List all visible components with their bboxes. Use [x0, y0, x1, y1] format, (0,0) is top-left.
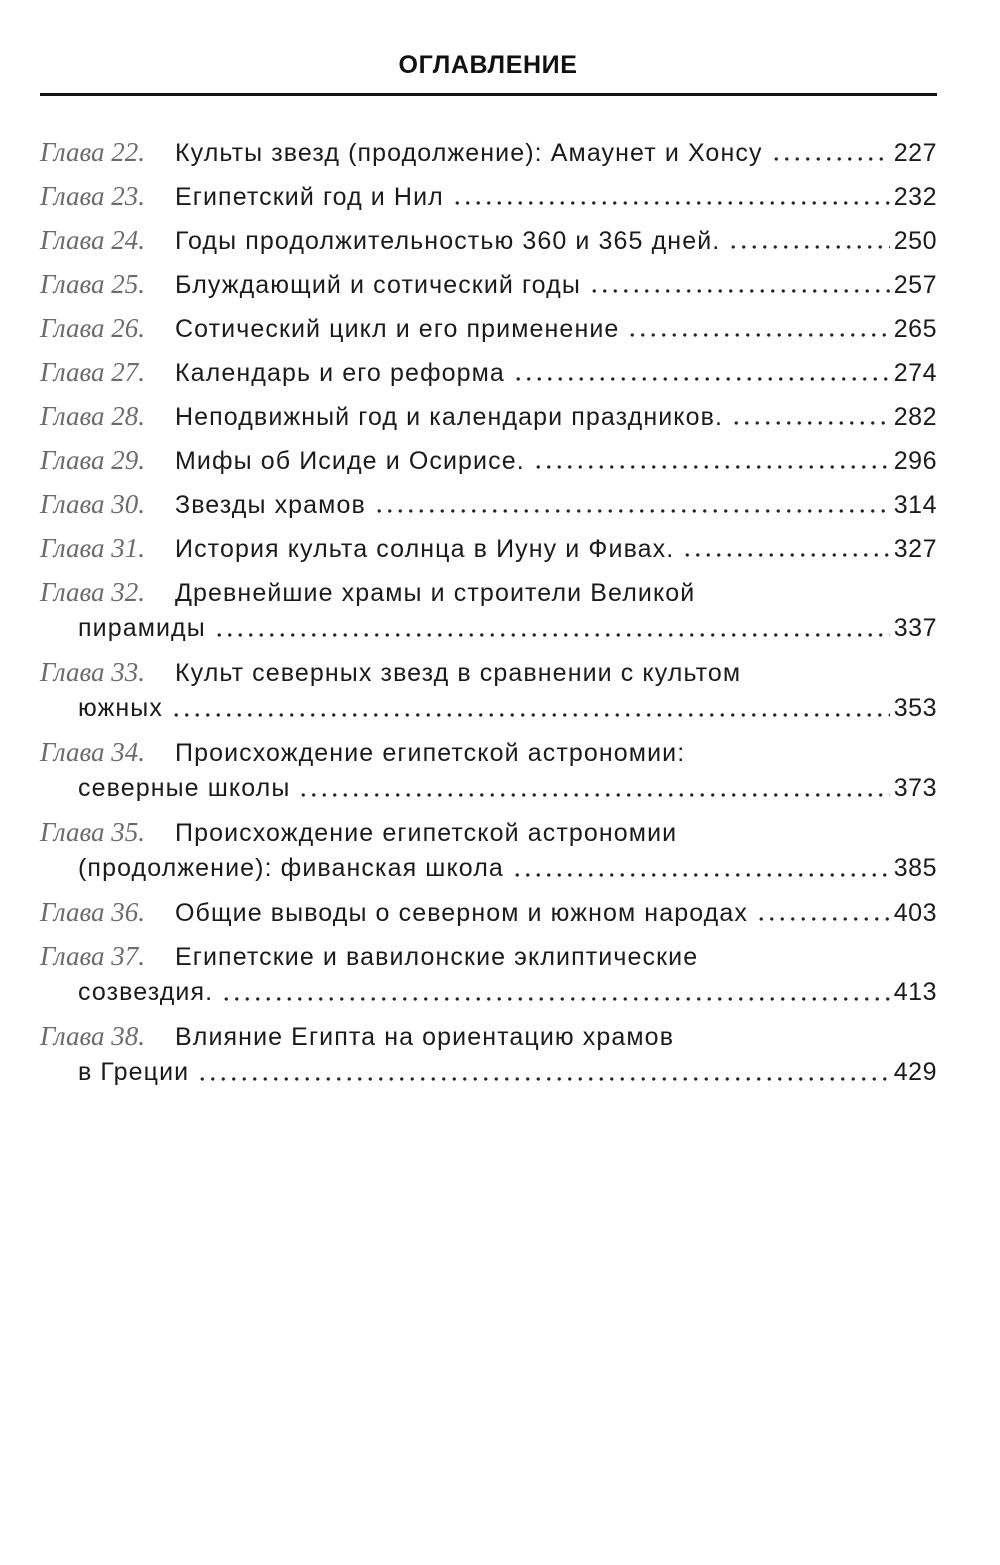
leader-dots: [756, 894, 890, 930]
chapter-title: Влияние Египта на ориентацию храмов: [175, 1023, 675, 1051]
toc-line: [40, 530, 937, 566]
leader-dots: [197, 1054, 890, 1090]
header-rule: [40, 93, 937, 96]
toc-line-continuation: [40, 610, 937, 646]
toc-line: [40, 814, 937, 850]
toc-entry: [40, 1018, 937, 1090]
toc-entry: [40, 814, 937, 886]
toc-line: [40, 310, 937, 346]
page-title: ОГЛАВЛЕНИЕ: [398, 51, 578, 79]
leader-dots: [374, 486, 890, 522]
chapter-label: Глава 29.: [40, 445, 146, 475]
toc-line: [40, 938, 937, 974]
toc-line: [40, 486, 937, 522]
chapter-label: Глава 38.: [40, 1021, 146, 1051]
page-number: 314: [893, 491, 937, 519]
chapter-title-continuation: (продолжение): фиванская школа: [78, 854, 504, 882]
chapter-title: Культ северных звезд в сравнении с культом: [175, 659, 742, 687]
toc-line: [40, 266, 937, 302]
page-number: 337: [893, 614, 937, 642]
chapter-label: Глава 35.: [40, 817, 146, 847]
leader-dots: [171, 690, 890, 726]
chapter-title: Происхождение египетской астрономии: [175, 819, 678, 847]
toc-line: [40, 222, 937, 258]
toc-entry: [40, 398, 937, 434]
chapter-title: Неподвижный год и календари праздников.: [175, 403, 724, 431]
chapter-title-continuation: пирамиды: [78, 614, 206, 642]
toc-entry: [40, 486, 937, 522]
leader-dots: [728, 222, 889, 258]
chapter-label: Глава 26.: [40, 313, 146, 343]
toc-line-continuation: [40, 974, 937, 1010]
toc-entry: [40, 530, 937, 566]
chapter-label: Глава 30.: [40, 489, 146, 519]
toc-entry: [40, 734, 937, 806]
page-number: 353: [893, 694, 937, 722]
page-number: 403: [893, 899, 937, 927]
chapter-label: Глава 34.: [40, 737, 146, 767]
toc-entry: [40, 654, 937, 726]
chapter-title: Календарь и его реформа: [175, 359, 505, 387]
leader-dots: [298, 770, 889, 806]
chapter-label: Глава 36.: [40, 897, 146, 927]
chapter-title-continuation: южных: [78, 694, 163, 722]
toc-list: [40, 134, 937, 1098]
page-number: 413: [893, 978, 937, 1006]
leader-dots: [221, 974, 890, 1010]
chapter-label: Глава 31.: [40, 533, 146, 563]
page-number: 327: [893, 535, 937, 563]
chapter-label: Глава 32.: [40, 577, 146, 607]
toc-line: [40, 574, 937, 610]
page-number: 296: [893, 447, 937, 475]
page-number: 385: [893, 854, 937, 882]
leader-dots: [533, 442, 890, 478]
chapter-title: Годы продолжительностью 360 и 365 дней.: [175, 227, 721, 255]
chapter-title: Общие выводы о северном и южном народах: [175, 899, 748, 927]
chapter-title: Происхождение египетской астрономии:: [175, 739, 686, 767]
toc-entry: [40, 442, 937, 478]
leader-dots: [214, 610, 890, 646]
chapter-label: Глава 33.: [40, 657, 146, 687]
chapter-label: Глава 25.: [40, 269, 146, 299]
page-number: 282: [893, 403, 937, 431]
toc-line: [40, 442, 937, 478]
chapter-title: Египетские и вавилонские эклиптические: [175, 943, 699, 971]
toc-entry: [40, 310, 937, 346]
chapter-label: Глава 28.: [40, 401, 146, 431]
chapter-label: Глава 22.: [40, 137, 146, 167]
toc-line: [40, 654, 937, 690]
chapter-title-continuation: созвездия.: [78, 978, 214, 1006]
page-number: 373: [893, 774, 937, 802]
chapter-title-continuation: в Греции: [78, 1058, 190, 1086]
leader-dots: [513, 354, 890, 390]
leader-dots: [512, 850, 890, 886]
chapter-label: Глава 23.: [40, 181, 146, 211]
chapter-label: Глава 27.: [40, 357, 146, 387]
toc-line: [40, 734, 937, 770]
toc-line-continuation: [40, 1054, 937, 1090]
leader-dots: [682, 530, 889, 566]
toc-entry: [40, 266, 937, 302]
chapter-title: Мифы об Исиде и Осирисе.: [175, 447, 525, 475]
toc-entry: [40, 134, 937, 170]
chapter-label: Глава 24.: [40, 225, 146, 255]
toc-line: [40, 354, 937, 390]
chapter-title-continuation: северные школы: [78, 774, 291, 802]
leader-dots: [589, 266, 890, 302]
toc-line-continuation: [40, 850, 937, 886]
page-number: 257: [893, 271, 937, 299]
toc-entry: [40, 894, 937, 930]
page-number: 274: [893, 359, 937, 387]
toc-entry: [40, 938, 937, 1010]
toc-line: [40, 398, 937, 434]
toc-line: [40, 1018, 937, 1054]
toc-line-continuation: [40, 770, 937, 806]
page-number: 250: [893, 227, 937, 255]
page-number: 429: [893, 1058, 937, 1086]
toc-entry: [40, 178, 937, 214]
chapter-title: Культы звезд (продолжение): Амаунет и Хонсу: [175, 139, 763, 167]
toc-entry: [40, 574, 937, 646]
leader-dots: [731, 398, 890, 434]
page-number: 265: [893, 315, 937, 343]
chapter-title: Звезды храмов: [175, 491, 366, 519]
toc-entry: [40, 222, 937, 258]
toc-line: [40, 894, 937, 930]
chapter-title: Блуждающий и сотический годы: [175, 271, 581, 299]
page-number: 232: [893, 183, 937, 211]
chapter-title: Сотический цикл и его применение: [175, 315, 620, 343]
chapter-title: Египетский год и Нил: [175, 183, 444, 211]
toc-line-continuation: [40, 690, 937, 726]
leader-dots: [627, 310, 889, 346]
toc-line: [40, 134, 937, 170]
page-number: 227: [893, 139, 937, 167]
chapter-label: Глава 37.: [40, 941, 146, 971]
toc-line: [40, 178, 937, 214]
chapter-title: Древнейшие храмы и строители Великой: [175, 579, 696, 607]
leader-dots: [771, 134, 890, 170]
chapter-title: История культа солнца в Иуну и Фивах.: [175, 535, 675, 563]
leader-dots: [452, 178, 890, 214]
toc-entry: [40, 354, 937, 390]
